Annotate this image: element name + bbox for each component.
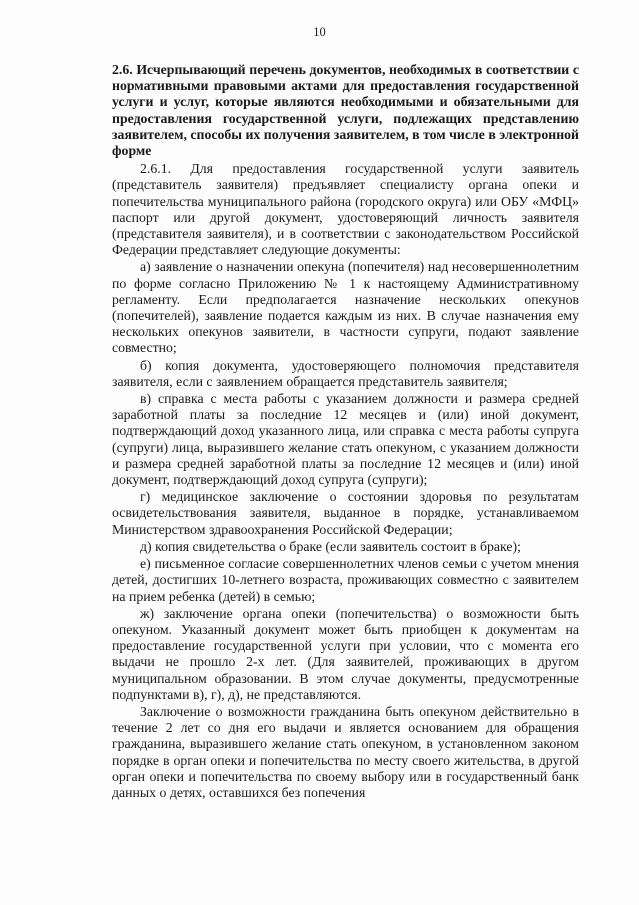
paragraph-item-zh: ж) заключение органа опеки (попечительства) о возможности быть опекуном. Указанный документ может быть приобщен к документам на предоставление государственной услуги при условии, что с момента его выдачи не прошло 2-х лет. (Для заявителей, проживающих в другом муниципальном образовании. В этом случае документы, предусмотренные подпунктами в), г), д), не представляются. [112, 605, 579, 702]
paragraph-item-g: г) медицинское заключение о состоянии здоровья по результатам освидетельствования заявителя, выданное в порядке, устанавливаемом Министерством здравоохранения Российской Федерации; [112, 489, 579, 537]
paragraph-item-d: д) копия свидетельства о браке (если заявитель состоит в браке); [140, 538, 521, 554]
paragraph-item-b: б) копия документа, удостоверяющего полномочия представителя заявителя, если с заявлением обращается представитель заявителя; [112, 357, 579, 389]
paragraph-item-v: в) справка с места работы с указанием должности и размера средней заработной платы за последние 12 месяцев и (или) иной документ, подтверждающий доход указанного лица, или справка с места работы супруга (супруги) лица, выразившего желание стать опекуном, с указанием должности и размера средней заработной платы за последние 12 месяцев и (или) иной документ, подтверждающий доход супруга (супруги); [112, 391, 579, 488]
page-number: 10 [313, 25, 326, 39]
paragraph-item-a: а) заявление о назначении опекуна (попечителя) над несовершеннолетним по форме согласно Приложению № 1 к настоящему Административному регламенту. Если предполагается назначение нескольких опекунов (попечителей), заявление подается каждым из них. В случае назначения ему нескольких опекунов заявители, в частности супруги, подают заявление совместно; [112, 259, 579, 356]
paragraph-item-e: е) письменное согласие совершеннолетних членов семьи с учетом мнения детей, достигших 10-летнего возраста, проживающих совместно с заявителем на прием ребенка (детей) в семью; [112, 556, 579, 604]
paragraph-conclusion: Заключение о возможности гражданина быть опекуном действительно в течение 2 лет со дня его выдачи и является основанием для обращения гражданина, выразившего желание стать опекуном, в установленном законом порядке в орган опеки и попечительства по месту своего жительства, в другой орган опеки и попечительства по своему выбору или в государственный банк данных о детях, оставшихся без попечения [112, 703, 579, 800]
paragraph-2-6-1: 2.6.1. Для предоставления государственной услуги заявитель (представитель заявителя) предъявляет специалисту органа опеки и попечительства муниципального района (городского округа) или ОБУ «МФЦ» паспорт или другой документ, удостоверяющий личность заявителя (представителя заявителя), и в соответствии с законодательством Российской Федерации представляет следующие документы: [112, 161, 579, 258]
section-heading: 2.6. Исчерпывающий перечень документов, необходимых в соответствии с нормативными правовыми актами для предоставления государственной услуги и услуг, которые являются необходимыми и обязательными для предоставления государственной услуги, подлежащих представлению заявителем, способы их получения заявителем, в том числе в электронной форме [112, 62, 580, 159]
